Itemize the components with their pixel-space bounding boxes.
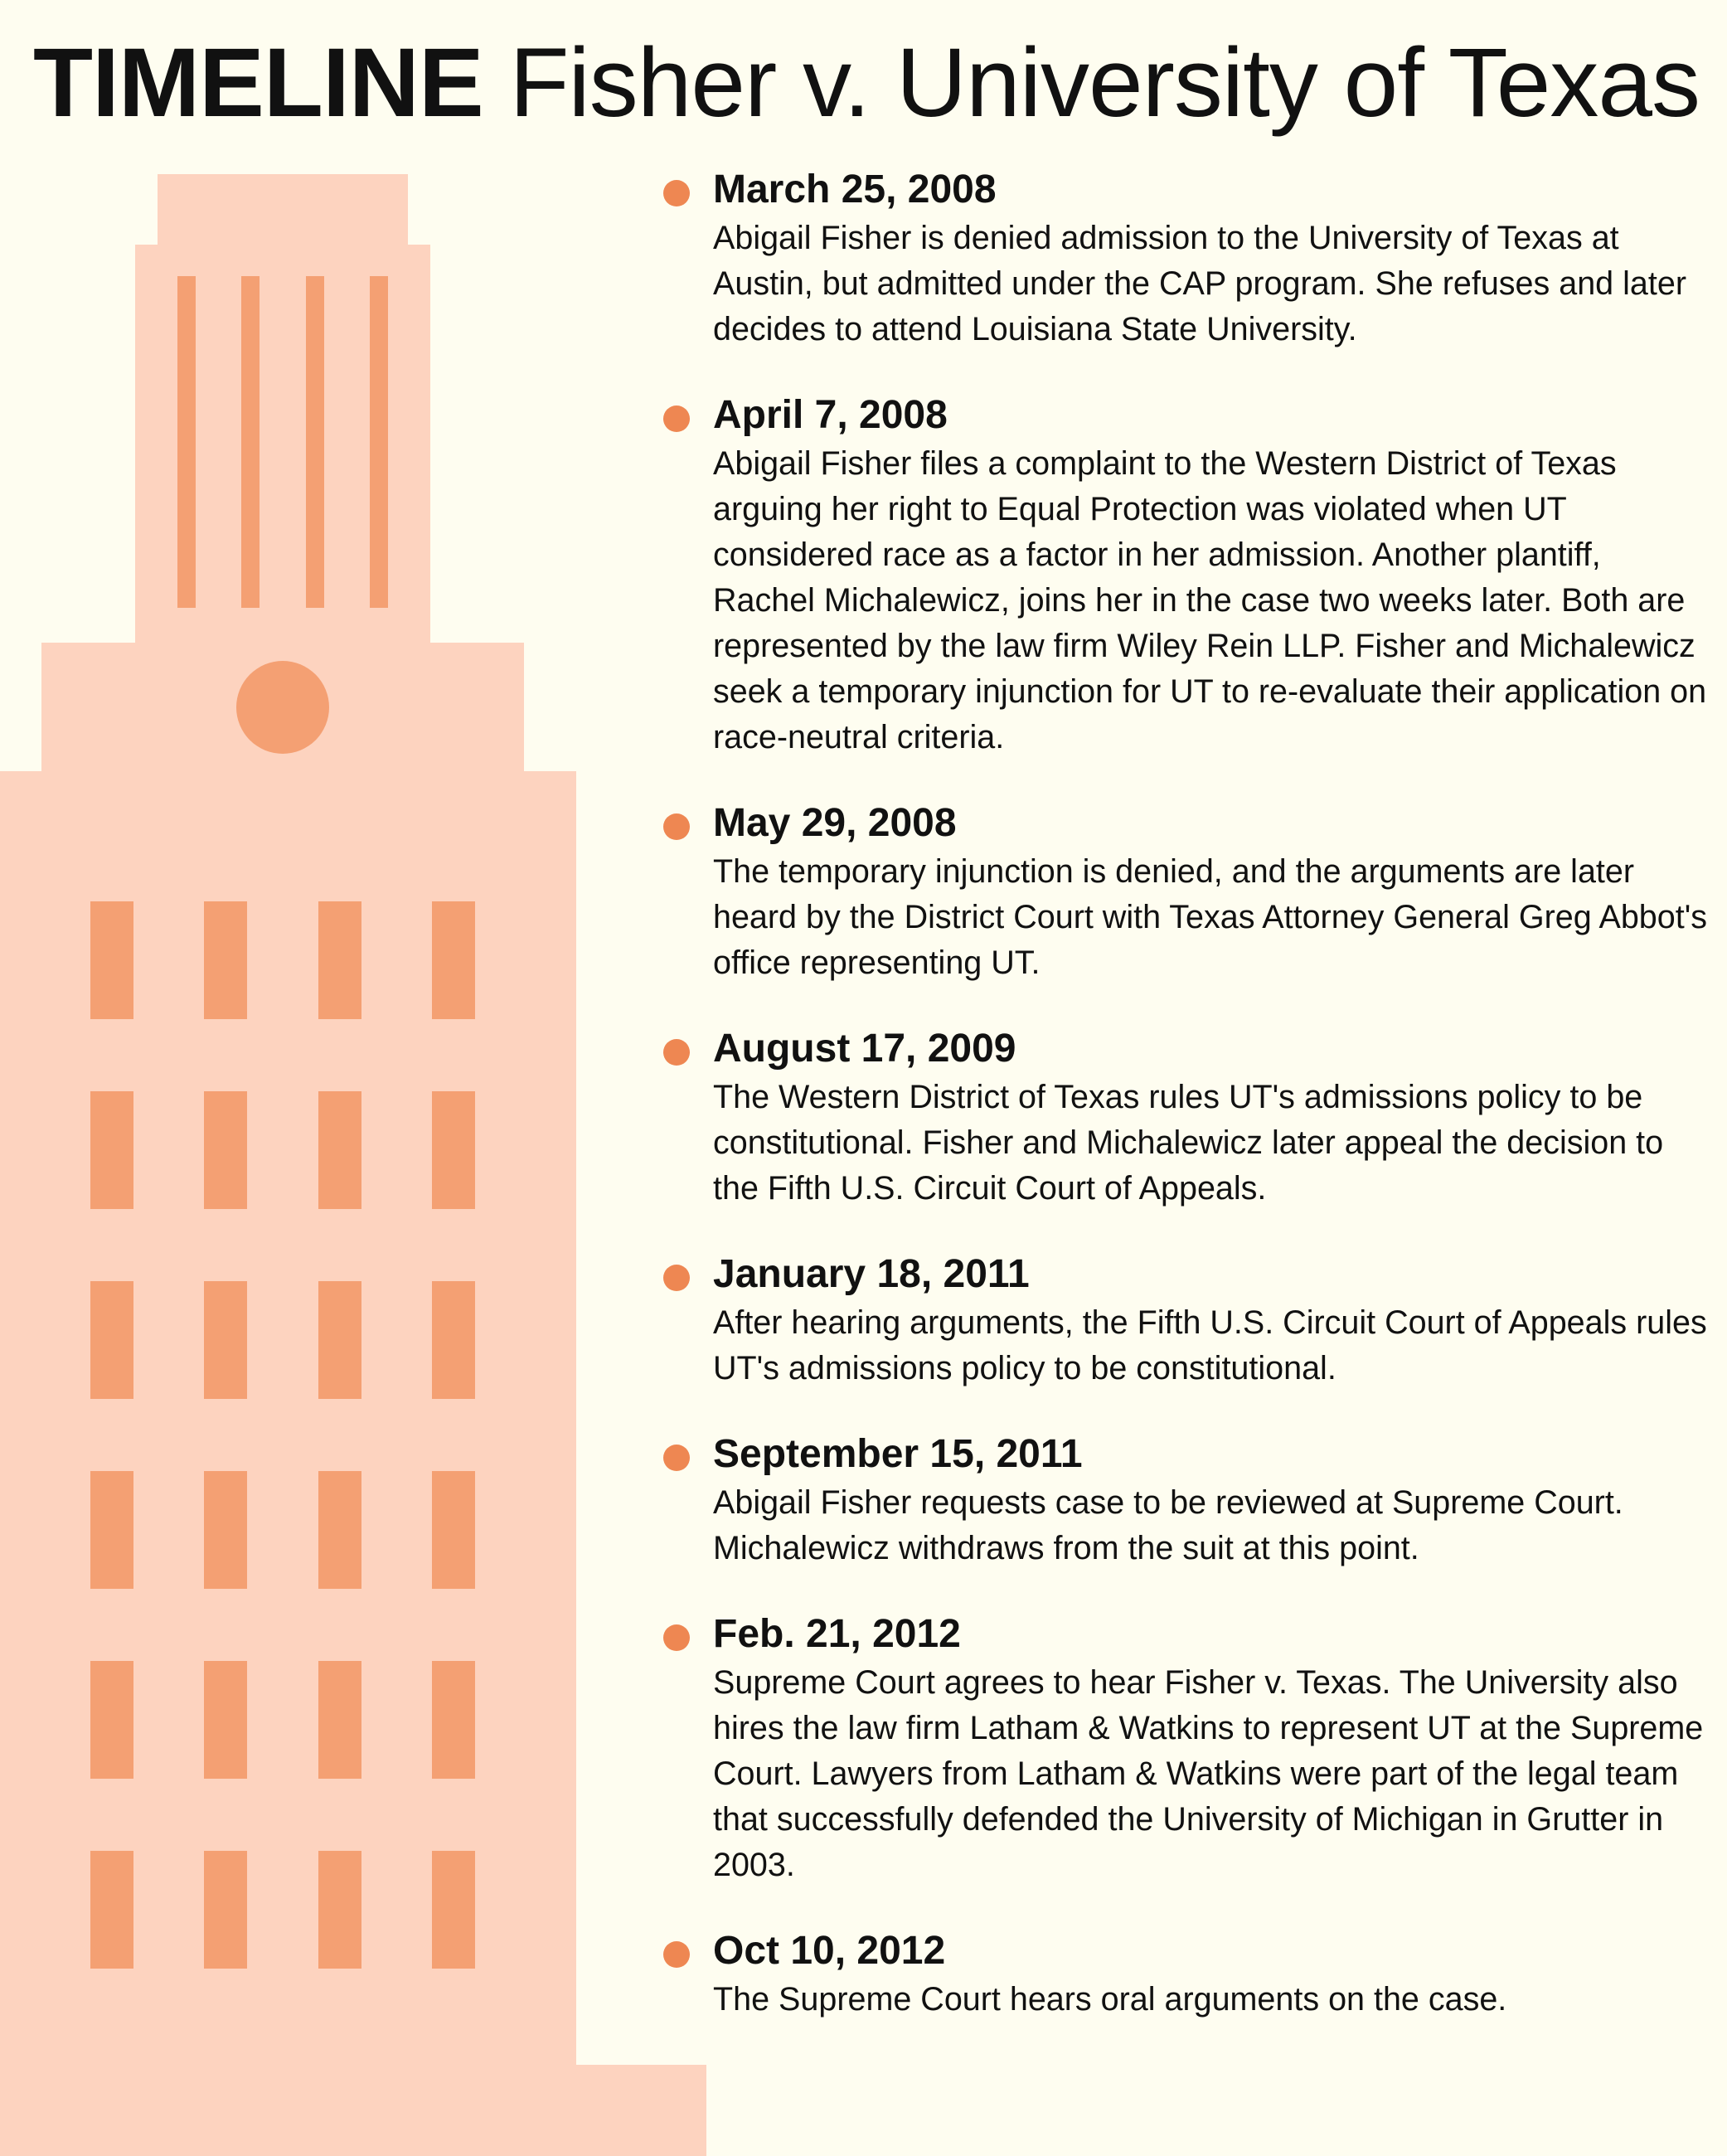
tower-window	[204, 901, 247, 1019]
title-case-name: Fisher v. University of Texas	[509, 28, 1700, 138]
event-description: Abigail Fisher requests case to be reviewed at Supreme Court. Michalewicz withdraws from the suit at this point.	[713, 1484, 1623, 1566]
tower-window	[318, 1091, 361, 1209]
tower-window	[204, 1661, 247, 1779]
event-description: After hearing arguments, the Fifth U.S. Circuit Court of Appeals rules UT's admissions policy to be constitutional.	[713, 1304, 1707, 1386]
tower-window	[90, 1281, 133, 1399]
tower-window	[204, 1851, 247, 1969]
event-date: August 17, 2009	[713, 1027, 1016, 1071]
timeline-event	[663, 1609, 1708, 1888]
bullet-dot-icon	[663, 405, 690, 432]
tower-window	[90, 1851, 133, 1969]
timeline-list	[663, 164, 1708, 2060]
event-date: May 29, 2008	[713, 801, 957, 845]
tower-window	[432, 1851, 475, 1969]
tower-column	[177, 276, 196, 608]
tower-window	[318, 901, 361, 1019]
timeline-event	[663, 1429, 1708, 1571]
tower-lower-block	[0, 771, 576, 2156]
event-date: Oct 10, 2012	[713, 1929, 946, 1973]
timeline-event	[663, 164, 1708, 352]
tower-column	[241, 276, 260, 608]
event-description: Supreme Court agrees to hear Fisher v. Texas. The University also hires the law firm Latham & Watkins to represent UT at the Supreme Court. Lawyers from Latham & Watkins were part of the legal team that successfully defended the University of Michigan in Grutter in 2003.	[713, 1664, 1704, 1883]
tower-window	[318, 1281, 361, 1399]
event-description: The Western District of Texas rules UT's admissions policy to be constitutional. Fisher and Michalewicz later appeal the decision to the Fifth U.S. Circuit Court of Appeals.	[713, 1079, 1664, 1207]
event-description: The Supreme Court hears oral arguments on the case.	[713, 1981, 1507, 2018]
tower-window	[204, 1471, 247, 1589]
title-timeline-label: TIMELINE	[33, 28, 483, 138]
event-description: Abigail Fisher files a complaint to the Western District of Texas arguing her right to Equal Protection was violated when UT considered race as a factor in her admission. Another plantiff, Rachel Michalewicz, joins her in the case two weeks later. Both are represented by the law firm Wiley Rein LLP. Fisher and Michalewicz seek a temporary injunction for UT to re-evaluate their application on race-neutral criteria.	[713, 445, 1707, 755]
bullet-dot-icon	[663, 1624, 690, 1651]
bullet-dot-icon	[663, 1039, 690, 1066]
tower-column	[370, 276, 388, 608]
tower-window	[90, 1091, 133, 1209]
timeline-event	[663, 1023, 1708, 1212]
tower-window	[204, 1091, 247, 1209]
bullet-dot-icon	[663, 180, 690, 206]
tower-window	[432, 1281, 475, 1399]
event-description: Abigail Fisher is denied admission to the University of Texas at Austin, but admitted under the CAP program. She refuses and later decides to attend Louisiana State University.	[713, 220, 1686, 347]
tower-window	[204, 1281, 247, 1399]
timeline-event	[663, 390, 1708, 760]
bullet-dot-icon	[663, 1445, 690, 1471]
tower-window	[432, 1471, 475, 1589]
bullet-dot-icon	[663, 813, 690, 840]
tower-window	[432, 1091, 475, 1209]
event-date: September 15, 2011	[713, 1432, 1083, 1476]
tower-window	[318, 1661, 361, 1779]
tower-window	[90, 901, 133, 1019]
tower-window	[90, 1471, 133, 1589]
event-date: Feb. 21, 2012	[713, 1612, 961, 1656]
tower-window	[432, 1661, 475, 1779]
bullet-dot-icon	[663, 1265, 690, 1291]
timeline-event	[663, 1925, 1708, 2022]
event-date: January 18, 2011	[713, 1252, 1030, 1296]
tower-window	[432, 901, 475, 1019]
tower-clock	[236, 661, 329, 754]
tower-window	[318, 1471, 361, 1589]
event-date: March 25, 2008	[713, 168, 997, 211]
event-date: April 7, 2008	[713, 393, 948, 437]
ut-tower-illustration	[0, 0, 713, 2156]
tower-window	[318, 1851, 361, 1969]
bullet-dot-icon	[663, 1941, 690, 1968]
timeline-event	[663, 798, 1708, 986]
tower-top	[158, 174, 408, 249]
tower-window	[90, 1661, 133, 1779]
event-description: The temporary injunction is denied, and the arguments are later heard by the District Court with Texas Attorney General Greg Abbot's office representing UT.	[713, 853, 1707, 981]
tower-column	[306, 276, 324, 608]
timeline-event	[663, 1249, 1708, 1391]
